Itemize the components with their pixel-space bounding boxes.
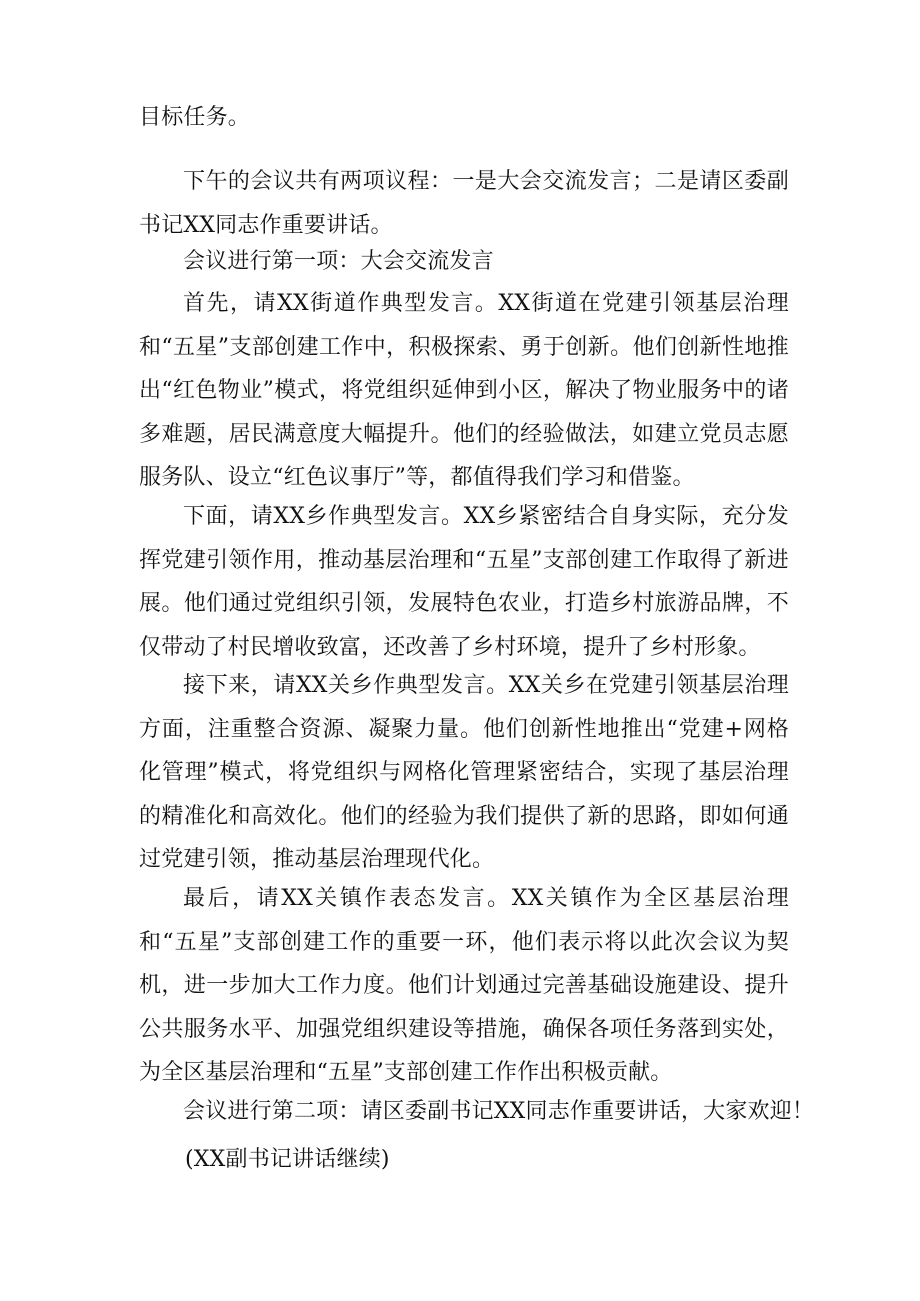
paragraph-guan-township-speech: 接下来，请XX关乡作典型发言。XX关乡在党建引领基层治理方面，注重整合资源、凝聚力量。他们创新性地推出“党建+网格化管理”模式，将党组织与网格化管理紧密结合，实现了基层治理的精准化和高效化。他们的经验为我们提供了新的思路，即如何通过党建引领，推动基层治理现代化。 [139, 673, 789, 872]
paragraph-speech-continues-note: (XX副书记讲话继续) [185, 1147, 390, 1172]
paragraph-street-speech: 首先，请XX街道作典型发言。XX街道在党建引领基层治理和“五星”支部创建工作中，积极探索、勇于创新。他们创新性地推出“红色物业”模式，将党组织延伸到小区，解决了物业服务中的诸多难题，居民满意度大幅提升。他们的经验做法，如建立党员志愿服务队、设立“红色议事厅”等，都值得我们学习和借鉴。 [139, 291, 789, 490]
paragraph-afternoon-agenda: 下午的会议共有两项议程：一是大会交流发言；二是请区委副书记XX同志作重要讲话。 [139, 169, 789, 238]
paragraph-continuation: 目标任务。 [139, 105, 251, 130]
paragraph-item-two-heading: 会议进行第二项：请区委副书记XX同志作重要讲话，大家欢迎！ [183, 1099, 815, 1124]
paragraph-guan-town-statement: 最后，请XX关镇作表态发言。XX关镇作为全区基层治理和“五星”支部创建工作的重要一环，他们表示将以此次会议为契机，进一步加大工作力度。他们计划通过完善基础设施建设、提升公共服务水平、加强党组织建设等措施，确保各项任务落到实处，为全区基层治理和“五星”支部创建工作作出积极贡献。 [139, 886, 789, 1085]
paragraph-township-speech: 下面，请XX乡作典型发言。XX乡紧密结合自身实际，充分发挥党建引领作用，推动基层治理和“五星”支部创建工作取得了新进展。他们通过党组织引领，发展特色农业，打造乡村旅游品牌，不仅带动了村民增收致富，还改善了乡村环境，提升了乡村形象。 [139, 504, 789, 660]
paragraph-item-one-heading: 会议进行第一项：大会交流发言 [183, 249, 494, 274]
